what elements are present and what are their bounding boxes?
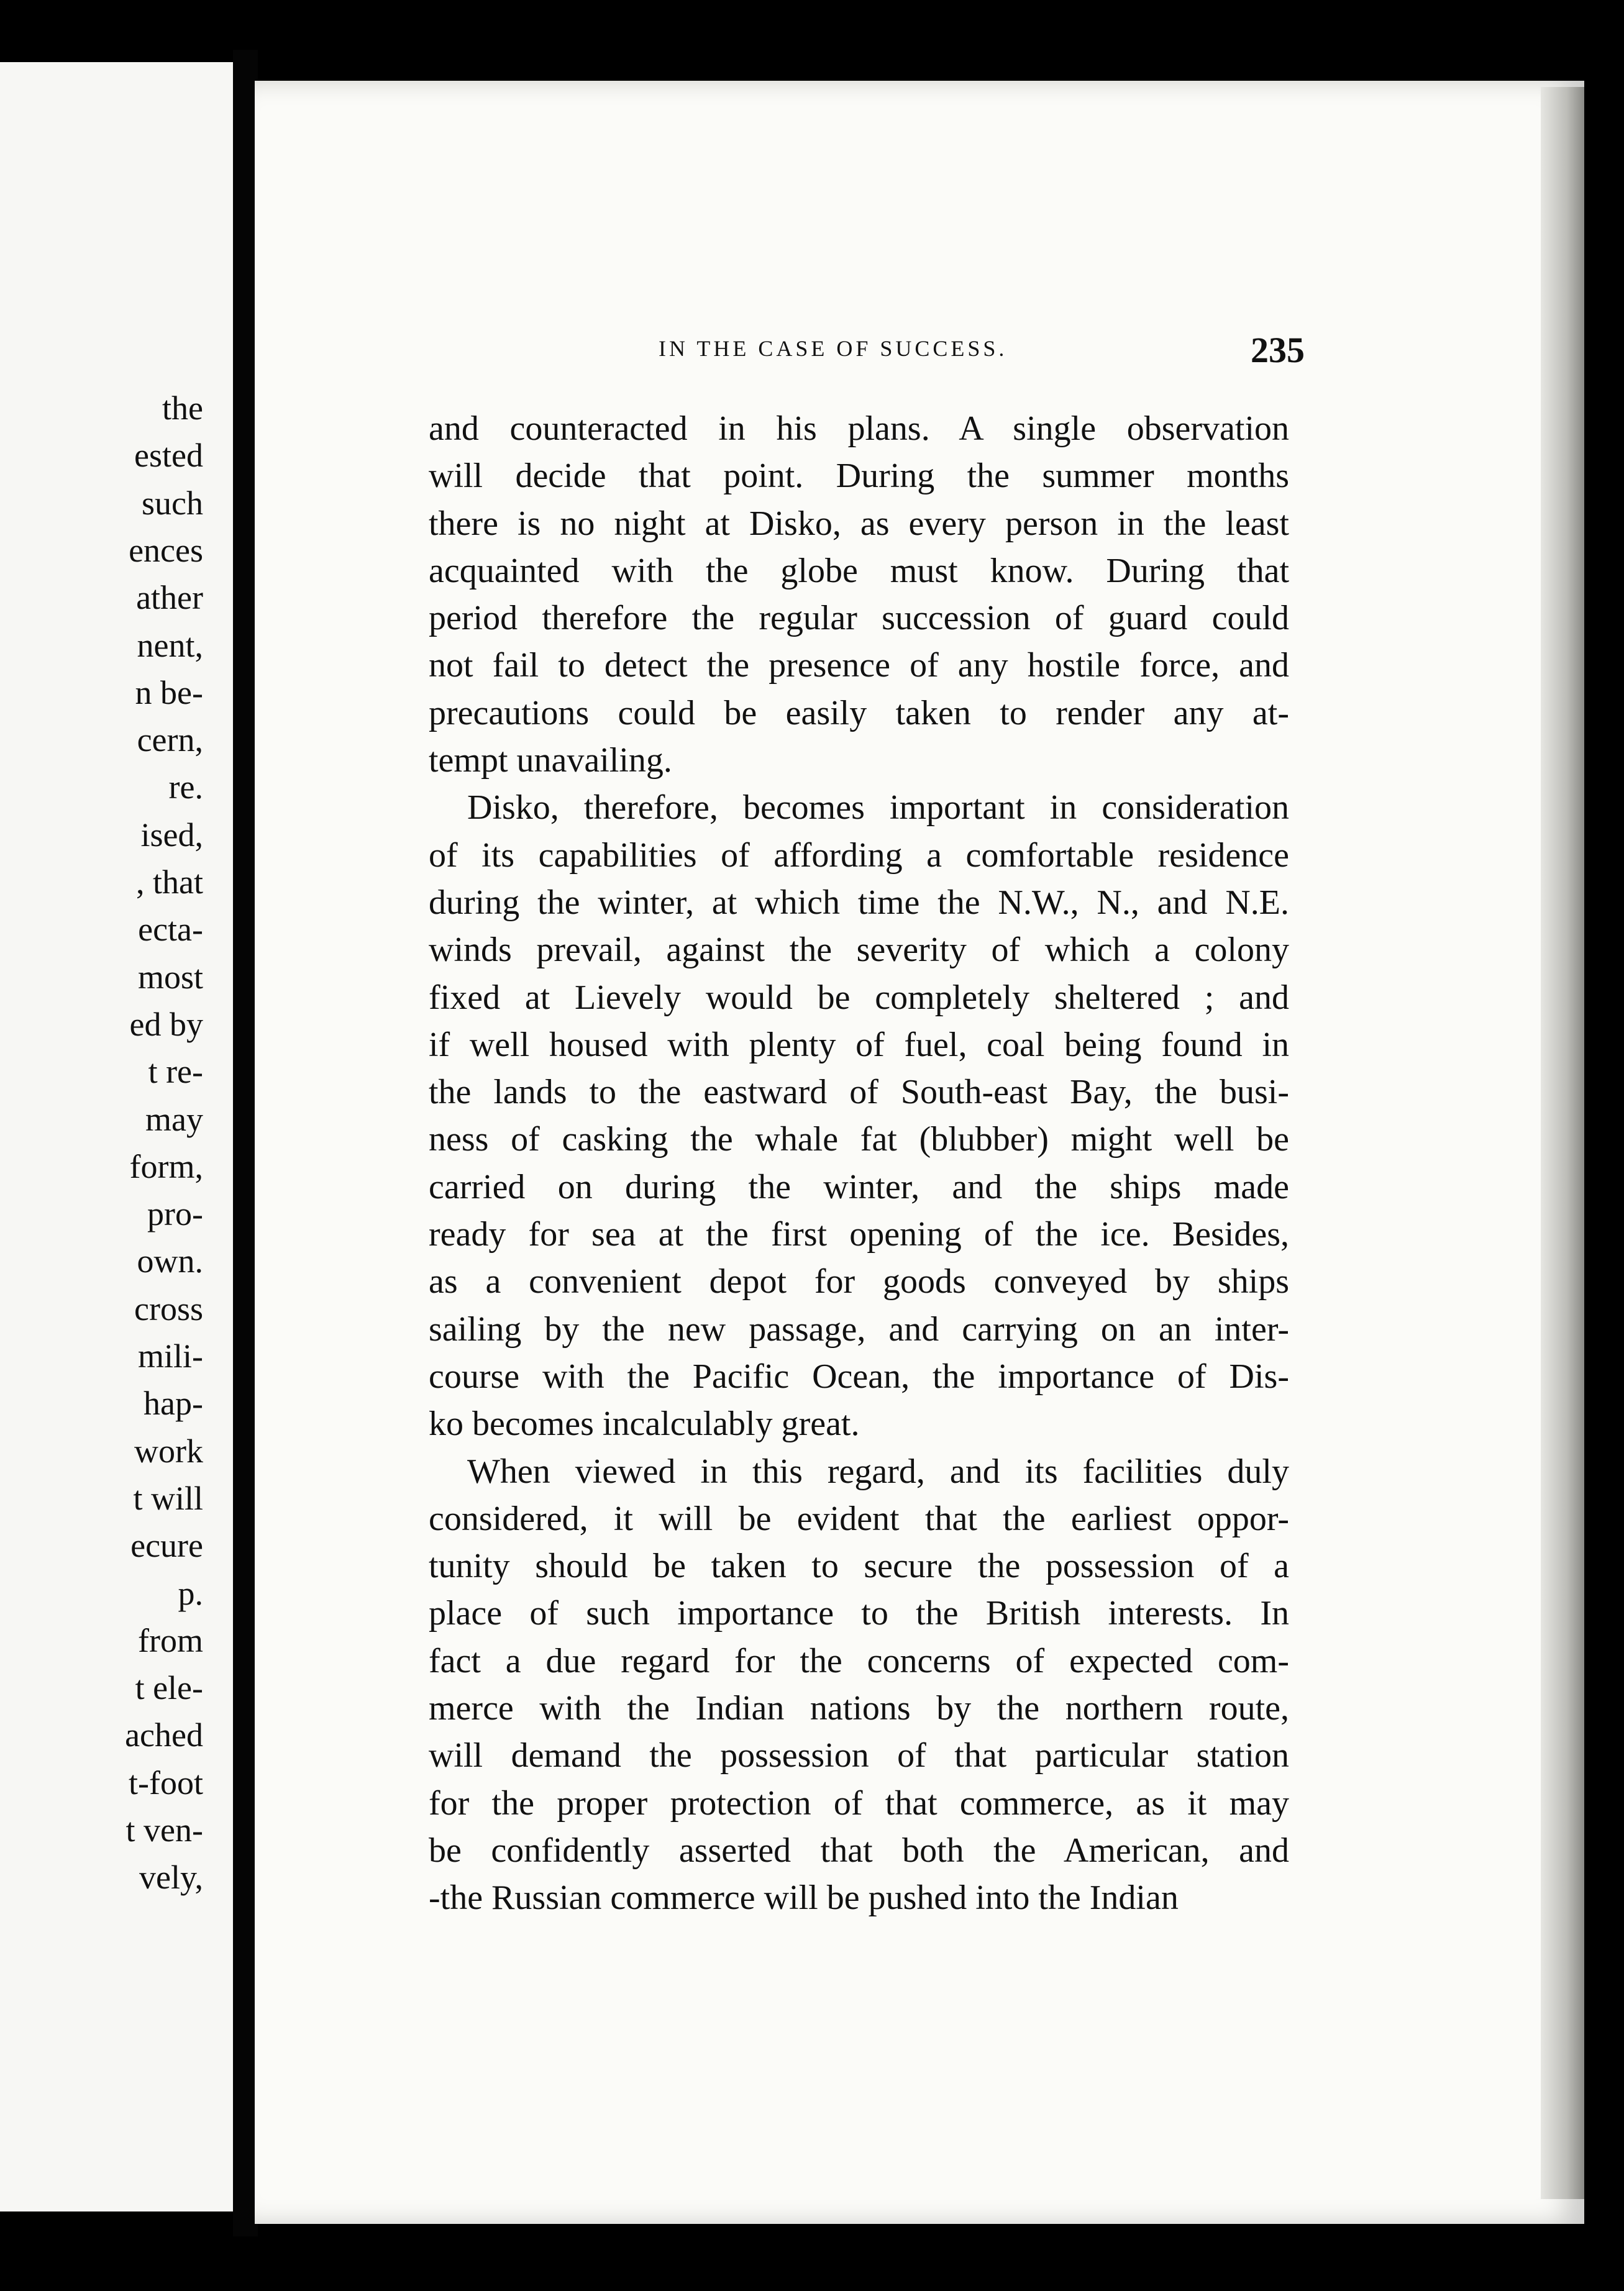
left-page [0,62,233,2211]
text-line: period therefore the regular succession of guard could [429,599,1289,638]
left-page-line: from [138,1621,203,1659]
text-line: considered, it will be evident that the earliest oppor- [429,1499,1289,1538]
left-page-line: the [162,389,203,427]
left-page-line: may [145,1100,203,1138]
text-line: the lands to the eastward of South-east Bay, the busi- [429,1073,1289,1112]
paragraph [429,405,1289,784]
left-page-line: t ele- [135,1669,203,1707]
text-line: there is no night at Disko, as every person in the least [429,504,1289,543]
text-line: Disko, therefore, becomes important in consideration [467,788,1289,827]
left-page-line: cross [134,1290,203,1328]
left-page-line: hap- [144,1385,203,1423]
text-line: winds prevail, against the severity of which a colony [429,931,1289,970]
left-page-line: t-foot [129,1764,203,1801]
body-text [429,405,1289,1922]
text-line: not fail to detect the presence of any hostile force, and [429,646,1289,685]
text-line: of its capabilities of affording a comfortable residence [429,836,1289,875]
text-line: will decide that point. During the summer months [429,457,1289,496]
left-page-line: n be- [135,673,203,711]
left-page-line: ested [134,437,203,475]
text-line: ready for sea at the first opening of the ice. Besides, [429,1215,1289,1254]
page-header [659,330,1305,373]
left-page-line: ecta- [138,911,203,949]
text-line: merce with the Indian nations by the northern route, [429,1689,1289,1728]
left-page-line: t ven- [125,1811,203,1849]
text-line: during the winter, at which time the N.W., N., and N.E. [429,883,1289,922]
left-page-line: form, [129,1147,203,1185]
text-line: ko becomes incalculably great. [429,1405,860,1444]
left-page-line: , that [136,863,203,901]
left-page-line: ences [129,531,203,569]
left-page-line: work [134,1432,203,1470]
left-page-line: vely, [139,1859,203,1897]
left-page-line: ised, [140,816,203,854]
text-line: tempt unavailing. [429,741,672,780]
left-page-line: t will [133,1479,203,1517]
left-page-line: most [137,958,203,996]
text-line: course with the Pacific Ocean, the importance of Dis- [429,1357,1289,1396]
left-page-line: pro- [147,1195,203,1233]
text-line: and counteracted in his plans. A single observation [429,409,1289,448]
left-page-line: ecure [130,1527,203,1565]
text-line: place of such importance to the British interests. In [429,1594,1289,1633]
paragraph [429,1448,1289,1922]
left-page-line: p. [178,1574,203,1612]
text-line: -the Russian commerce will be pushed into the Indian [429,1879,1179,1918]
left-page-line: ached [125,1716,203,1754]
text-line: carried on during the winter, and the ships made [429,1167,1289,1206]
paragraph [429,784,1289,1447]
left-page-line: nent, [137,626,203,664]
text-line: tunity should be taken to secure the possession of a [429,1547,1289,1586]
text-line: fixed at Lievely would be completely sheltered ; and [429,978,1289,1017]
page-number: 235 [1251,330,1305,370]
text-line: will demand the possession of that particular station [429,1736,1289,1775]
left-page-line: ed by [129,1005,203,1043]
left-page-line: own. [137,1242,203,1280]
text-line: fact a due regard for the concerns of expected com- [429,1641,1289,1680]
text-line: be confidently asserted that both the American, and [429,1831,1289,1870]
running-head: IN THE CASE OF SUCCESS. [659,336,1008,361]
left-page-line: mili- [138,1337,203,1375]
left-page-line: ather [136,579,203,617]
text-line: as a convenient depot for goods conveyed by ships [429,1262,1289,1301]
left-page-line: re. [168,768,203,806]
text-line: if well housed with plenty of fuel, coal being found in [429,1025,1289,1064]
page-edge [1541,87,1584,2199]
left-page-line: t re- [148,1053,203,1091]
book-spine [233,50,258,2236]
text-line: precautions could be easily taken to render any at- [429,693,1289,732]
text-line: for the proper protection of that commerce, as it may [429,1783,1289,1823]
text-line: sailing by the new passage, and carrying on an inter- [429,1309,1289,1349]
text-line: acquainted with the globe must know. During that [429,551,1289,590]
text-line: ness of casking the whale fat (blubber) might well be [429,1120,1289,1159]
left-page-line: such [142,484,203,522]
text-line: When viewed in this regard, and its facilities duly [467,1452,1289,1491]
left-page-line: cern, [137,721,203,759]
